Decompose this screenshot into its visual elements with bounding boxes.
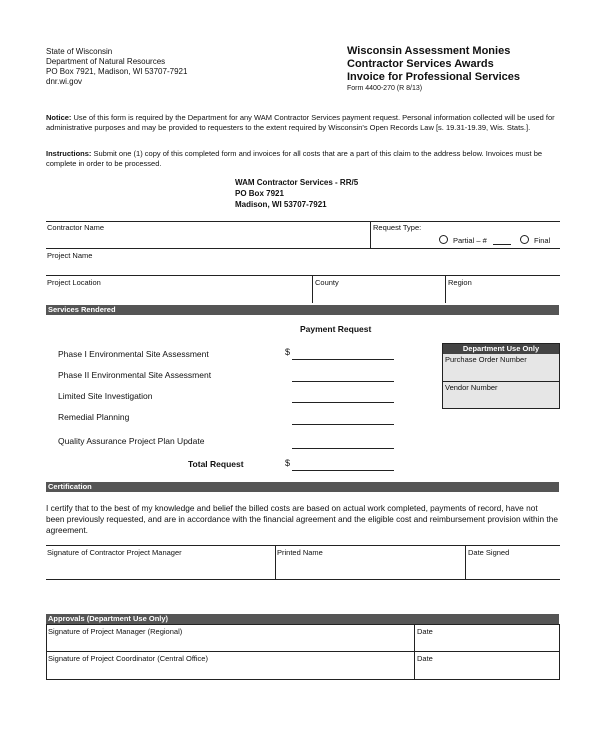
signature-divider-2 [465,545,466,579]
dollar-sign: $ [285,347,291,357]
agency-line-1: State of Wisconsin [46,47,113,56]
title-line-1: Wisconsin Assessment Monies [347,45,511,57]
purchase-order-field[interactable]: Purchase Order Number [445,355,527,364]
mail-line-2: PO Box 7921 [235,189,284,198]
pm-signature-field[interactable]: Signature of Project Manager (Regional) [48,627,183,636]
agency-line-2: Department of Natural Resources [46,57,166,66]
service-item-2: Phase II Environmental Site Assessment [58,370,212,380]
printed-name-field[interactable]: Printed Name [277,548,323,557]
signature-top-line [46,545,560,546]
grid-divider-request [370,221,371,248]
amount-line-4[interactable] [292,424,394,425]
date-signed-field[interactable]: Date Signed [468,548,510,557]
agency-address [46,47,246,87]
final-label: Final [534,236,551,245]
grid-divider-county [312,275,313,303]
instructions-paragraph [46,149,556,169]
amount-line-3[interactable] [292,402,394,403]
final-radio[interactable] [520,235,529,244]
title-line-3: Invoice for Professional Services [347,71,521,83]
partial-number-line[interactable] [493,244,511,245]
signature-divider-1 [275,545,276,579]
amount-line-2[interactable] [292,381,394,382]
grid-top-line [46,221,560,222]
approvals-divider-col [414,624,415,680]
mailing-address [235,177,358,210]
department-use-header: Department Use Only [443,344,559,354]
instructions-label: Instructions: [46,149,92,158]
services-header: Services Rendered [46,305,559,315]
service-item-3: Limited Site Investigation [58,391,153,401]
service-item-4: Remedial Planning [58,412,130,422]
signature-bottom-line [46,579,560,580]
project-location-field[interactable]: Project Location [47,278,101,287]
request-type-label: Request Type: [373,223,422,232]
notice-paragraph [46,113,556,133]
partial-radio[interactable] [439,235,448,244]
region-field[interactable]: Region [448,278,472,287]
grid-line-2 [46,248,560,249]
pm-date-field[interactable]: Date [417,627,433,636]
service-item-5: Quality Assurance Project Plan Update [58,436,205,446]
notice-text: Use of this form is required by the Department for any WAM Contractor Services payment request. Personal information collected will be used for administrative purposes and may be provided to requesters to the extent required by Wisconsin's Open Records Law [s. 19.31-19.39, Wis. Stats.]. [46,113,555,132]
title-line-2: Contractor Services Awards [347,58,494,70]
grid-divider-region [445,275,446,303]
coordinator-signature-field[interactable]: Signature of Project Coordinator (Central Office) [48,654,208,663]
project-name-field[interactable]: Project Name [47,251,93,260]
total-amount-line[interactable] [292,470,394,471]
total-request-label: Total Request [188,459,244,469]
notice-label: Notice: [46,113,72,122]
agency-line-4: dnr.wi.gov [46,77,83,86]
instructions-text: Submit one (1) copy of this completed form and invoices for all costs that are a part of this claim to the address below. Invoices must be complete in order to be processed. [46,149,543,168]
approvals-divider-row [46,651,560,652]
agency-line-3: PO Box 7921, Madison, WI 53707-7921 [46,67,188,76]
department-use-box [442,343,560,409]
vendor-number-field[interactable]: Vendor Number [445,383,498,392]
dept-box-divider [443,381,559,382]
contractor-name-field[interactable]: Contractor Name [47,223,105,232]
county-field[interactable]: County [315,278,339,287]
contractor-signature-field[interactable]: Signature of Contractor Project Manager [47,548,182,557]
form-number: Form 4400-270 (R 8/13) [347,85,423,92]
mail-line-3: Madison, WI 53707-7921 [235,200,327,209]
service-item-1: Phase I Environmental Site Assessment [58,349,209,359]
partial-label: Partial – # [453,236,487,245]
certification-header: Certification [46,482,559,492]
grid-line-3 [46,275,560,276]
form-title [347,45,587,84]
total-dollar-sign: $ [285,458,291,468]
coordinator-date-field[interactable]: Date [417,654,433,663]
certification-text: I certify that to the best of my knowledge and belief the billed costs are based on actual work completed, payments of record, have not been previously requested, and are in accordance with the financial agreement and the eligible cost and reimbursement provision within the agreement. [46,503,558,535]
mail-line-1: WAM Contractor Services - RR/5 [235,178,359,187]
amount-line-5[interactable] [292,448,394,449]
approvals-header: Approvals (Department Use Only) [46,614,559,624]
payment-request-heading: Payment Request [300,324,372,334]
amount-line-1[interactable] [292,359,394,360]
